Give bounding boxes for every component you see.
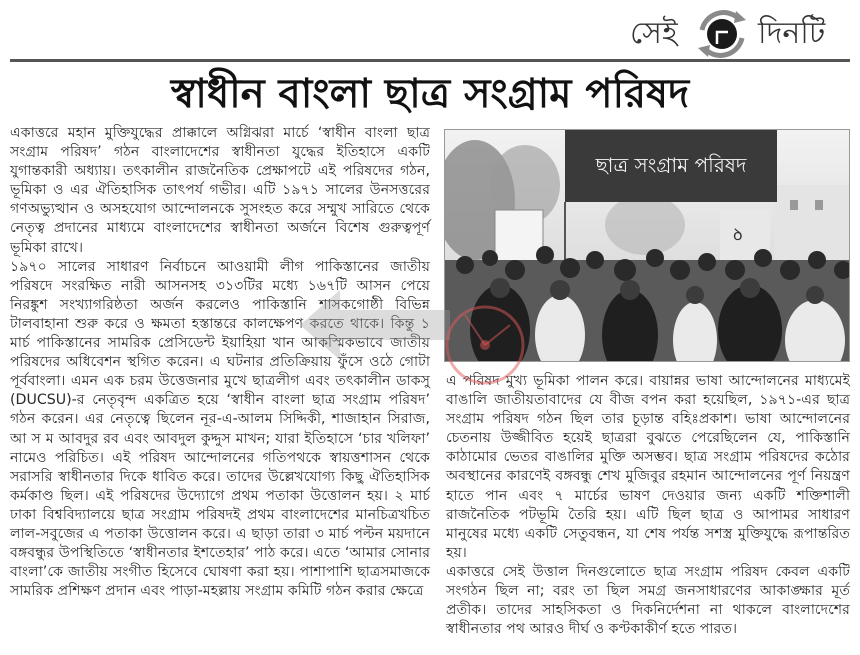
clock-cycle-icon [692, 8, 752, 60]
masthead [0, 0, 860, 62]
banner-text: ছাত্র সংগ্রাম পরিষদ [595, 153, 747, 177]
paragraph: একাত্তরে মহান মুক্তিযুদ্ধের প্রাক্কালে অগ্নিঝরা মার্চে ‘স্বাধীন বাংলা ছাত্র সংগ্রাম পরিষদ’ গঠন বাংলাদেশের স্বাধীনতা যুদ্ধের ইতিহাসে একটি যুগান্তকারী অধ্যায়। তৎকালীন রাজনৈতিক প্রেক্ষাপটে এই পরিষদের গঠন, ভূমিকা ও এর ঐতিহাসিক তাৎপর্য গভীর। এটি ১৯৭১ সালের উনসত্তরের গণঅভ্যুত্থান ও অসহযোগ আন্দোলনকে সুসংহত করে সম্মুখ সারিতে থেকে নেতৃত্ব প্রদানের মাধ্যমে বাংলাদেশের স্বাধীনতা অর্জনে বিশেষ গুরুত্বপূর্ণ ভূমিকা রাখে। [10, 125, 430, 256]
article-photo [444, 129, 850, 362]
svg-text:ꝺ: ꝺ [733, 225, 743, 244]
paragraph: ১৯৭০ সালের সাধারণ নির্বাচনে আওয়ামী লীগ পাকিস্তানের জাতীয় পরিষদে সংরক্ষিত নারী আসনসহ ৩১৩টির মধ্যে ১৬৭টি আসন পেয়ে নিরঙ্কুশ সংখ্যাগরিষ্ঠতা অর্জন করলেও পাকিস্তানি শাসকগোষ্ঠী বিভিন্ন টালবাহানা শুরু করে ও ক্ষমতা হস্তান্তরে কালক্ষেপণ করতে থাকে। কিন্তু ১ মার্চ পাকিস্তানের সামরিক প্রেসিডেন্ট ইয়াহিয়া খান আকস্মিকভাবে জাতীয় পরিষদের অধিবেশন স্থগিত করেন। এ ঘটনার প্রতিক্রিয়ায় ফুঁসে ওঠে গোটা পূর্ববাংলা। এমন এক চরম উত্তেজনার মুখে ছাত্রলীগ এবং তৎকালীন ডাকসু (DUCSU)-র নেতৃবৃন্দ একত্রিত হয়ে ‘স্বাধীন বাংলা ছাত্র সংগ্রাম পরিষদ’ গঠন করেন। এর নেতৃত্বে ছিলেন নূর-এ-আলম সিদ্দিকী, শাজাহান সিরাজ, আ স ম আবদুর রব এবং আবদুল কুদ্দুস মাখন; যারা ইতিহাসে ‘চার খলিফা’ নামেও পরিচিত। এই পরিষদ আন্দোলনের গতিপথকে স্বায়ত্তশাসন থেকে সরাসরি স্বাধীনতার দিকে ধাবিত করে। তাদের উল্লেখযোগ্য কিছু ঐতিহাসিক কর্মকাণ্ড ছিল। এই পরিষদের উদ্যোগে প্রথম পতাকা উত্তোলন হয়। ২ মার্চ ঢাকা বিশ্ববিদ্যালয়ে ছাত্র সংগ্রাম পরিষদই প্রথম বাংলাদেশের মানচিত্রখচিত লাল-সবুজের এ পতাকা উত্তোলন করে। এ ছাড়া তারা ৩ মার্চ পল্টন ময়দানে বঙ্গবন্ধুর উপস্থিতিতে ‘স্বাধীনতার ইশতেহার’ পাঠ করে। এতে ‘আমার সোনার বাংলা’কে জাতীয় সংগীত হিসেবে ঘোষণা করা হয়। পাশাপাশি ছাত্রসমাজকে সামরিক প্রশিক্ষণ প্রদান এবং পাড়া-মহল্লায় সংগ্রাম কমিটি গঠন করার ক্ষেত্রে [10, 258, 430, 600]
section-label-right: দিনটি [758, 16, 826, 51]
article-column-left [10, 124, 430, 601]
protest-photo-illustration [445, 130, 850, 362]
article-column-right [446, 372, 850, 639]
section-label-left: সেই [630, 16, 678, 51]
masthead-rule [10, 59, 850, 62]
paragraph: একাত্তরে সেই উত্তাল দিনগুলোতে ছাত্র সংগ্রাম পরিষদ কেবল একটি সংগঠন ছিল না; বরং তা ছিল সমগ্র জনসাধারণের আকাঙ্ক্ষার মূর্ত প্রতীক। তাদের সাহসিকতা ও দিকনির্দেশনা না থাকলে বাংলাদেশের স্বাধীনতার পথ আরও দীর্ঘ ও কণ্টকাকীর্ণ হতে পারত। [446, 563, 850, 638]
paragraph: এ পরিষদ মুখ্য ভূমিকা পালন করে। বায়ান্নর ভাষা আন্দোলনের মাধ্যমেই বাঙালি জাতীয়তাবাদের যে বীজ বপন করা হয়েছিল, ১৯৭১-এর ছাত্র সংগ্রাম পরিষদ গঠন ছিল তার চূড়ান্ত বহিঃপ্রকাশ। ভাষা আন্দোলনের চেতনায় উজ্জীবিত হয়েই ছাত্ররা বুঝতে পেরেছিলেন যে, পাকিস্তানি কাঠামোর ভেতর বাঙালির মুক্তি অসম্ভব। ছাত্র সংগ্রাম পরিষদের কঠোর অবস্থানের কারণেই বঙ্গবন্ধু শেখ মুজিবুর রহমান আন্দোলনের পূর্ণ নিয়ন্ত্রণ হাতে পান এবং ৭ মার্চের ভাষণ দেওয়ার জন্য একটি শক্তিশালী রাজনৈতিক পটভূমি তৈরি হয়। এটি ছিল ছাত্র ও আপামর সাধারণ মানুষের মধ্যে একটি সেতুবন্ধন, যা শেষ পর্যন্ত সশস্ত্র মুক্তিযুদ্ধে রূপান্তরিত হয়। [446, 373, 850, 561]
article-headline: স্বাধীন বাংলা ছাত্র সংগ্রাম পরিষদ [170, 71, 690, 117]
